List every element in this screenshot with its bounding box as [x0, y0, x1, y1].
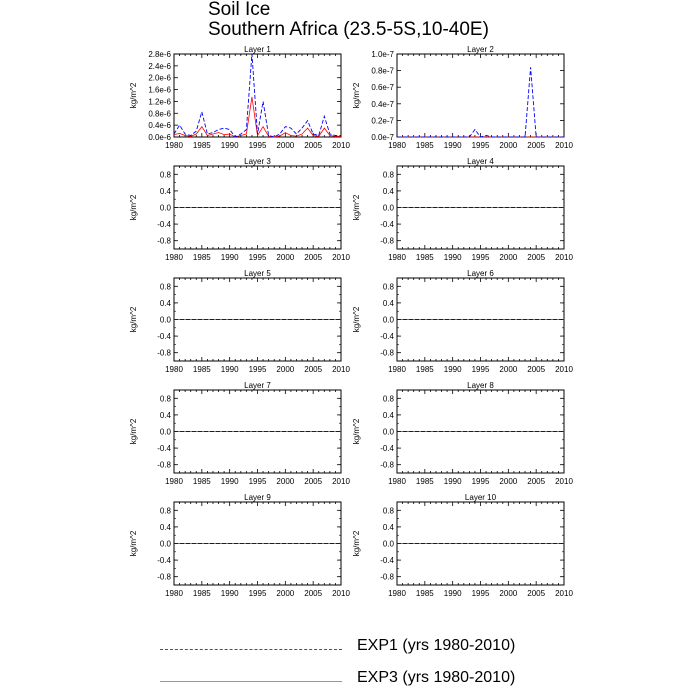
- x-tick-label: 1990: [443, 477, 462, 486]
- panel-5: [129, 269, 350, 374]
- y-tick-label: 0.4e-6: [148, 121, 171, 131]
- panel-7: [129, 381, 350, 486]
- y-tick-label: 0.4: [159, 186, 171, 196]
- y-tick-label: 0.8e-7: [371, 66, 394, 76]
- y-tick-label: -0.4: [157, 556, 171, 566]
- x-tick-label: 2000: [276, 365, 295, 374]
- y-tick-label: -0.8: [380, 572, 394, 582]
- y-tick-label: 1.2e-6: [148, 97, 171, 107]
- panel-title: Layer 9: [244, 493, 271, 502]
- y-tick-label: -0.8: [380, 348, 394, 358]
- x-tick-label: 2005: [527, 365, 546, 374]
- x-tick-label: 1980: [165, 253, 183, 262]
- panel-title: Layer 4: [467, 157, 494, 166]
- legend-line-exp1: [160, 649, 342, 650]
- x-tick-label: 1995: [471, 141, 490, 150]
- y-tick-label: -0.4: [380, 556, 394, 566]
- x-tick-label: 2000: [499, 477, 518, 486]
- y-tick-label: 0.8: [382, 506, 394, 516]
- x-tick-label: 1985: [415, 365, 434, 374]
- x-tick-label: 2000: [499, 589, 518, 598]
- y-axis-label: kg/m^2: [352, 194, 361, 221]
- x-tick-label: 2005: [527, 253, 546, 262]
- y-axis-label: kg/m^2: [352, 82, 361, 109]
- x-tick-label: 2005: [527, 589, 546, 598]
- x-tick-label: 1995: [471, 365, 490, 374]
- x-tick-label: 2010: [332, 365, 350, 374]
- y-tick-label: -0.4: [157, 220, 171, 230]
- y-tick-label: 0.8: [159, 282, 171, 292]
- y-tick-label: -0.4: [380, 444, 394, 454]
- panel-title: Layer 6: [467, 269, 494, 278]
- x-tick-label: 1995: [471, 477, 490, 486]
- x-tick-label: 1980: [388, 589, 406, 598]
- y-axis-label: kg/m^2: [129, 194, 138, 221]
- x-tick-label: 1995: [471, 253, 490, 262]
- x-tick-label: 1985: [415, 141, 434, 150]
- x-tick-label: 2010: [555, 253, 573, 262]
- x-tick-label: 2010: [332, 141, 350, 150]
- x-tick-label: 1990: [443, 365, 462, 374]
- panel-4: [352, 157, 573, 262]
- y-tick-label: 0.4e-7: [371, 99, 394, 109]
- x-tick-label: 1995: [248, 365, 267, 374]
- y-axis-label: kg/m^2: [352, 306, 361, 333]
- y-tick-label: -0.8: [157, 348, 171, 358]
- x-tick-label: 2010: [332, 477, 350, 486]
- x-tick-label: 1995: [471, 589, 490, 598]
- y-tick-label: 0.4: [382, 186, 394, 196]
- y-tick-label: 0.8: [159, 394, 171, 404]
- panel-6: [352, 269, 573, 374]
- y-tick-label: 0.8: [382, 282, 394, 292]
- y-tick-label: 0.0e-6: [148, 133, 171, 142]
- y-tick-label: 2.4e-6: [148, 61, 171, 71]
- x-tick-label: 2000: [499, 141, 518, 150]
- x-tick-label: 2005: [304, 589, 323, 598]
- panel-title: Layer 3: [244, 157, 271, 166]
- y-tick-label: 0.4: [159, 522, 171, 532]
- series-line-exp1: [397, 67, 564, 137]
- x-tick-label: 2005: [304, 365, 323, 374]
- x-tick-label: 1985: [192, 477, 211, 486]
- x-tick-label: 2005: [304, 141, 323, 150]
- x-tick-label: 1990: [443, 589, 462, 598]
- y-tick-label: 0.8: [382, 394, 394, 404]
- x-tick-label: 2010: [332, 589, 350, 598]
- y-tick-label: -0.4: [157, 444, 171, 454]
- x-tick-label: 1995: [248, 477, 267, 486]
- y-tick-label: -0.4: [157, 332, 171, 342]
- panel-title: Layer 10: [464, 493, 497, 502]
- x-tick-label: 1985: [415, 253, 434, 262]
- y-axis-label: kg/m^2: [352, 530, 361, 557]
- y-axis-label: kg/m^2: [129, 530, 138, 557]
- panel-3: [129, 157, 350, 262]
- x-tick-label: 2000: [276, 589, 295, 598]
- y-tick-label: 0.0: [159, 427, 171, 437]
- y-tick-label: 0.0: [382, 427, 394, 437]
- panel-2: [352, 45, 573, 150]
- panel-1: [129, 45, 350, 150]
- x-tick-label: 1980: [165, 589, 183, 598]
- y-axis-label: kg/m^2: [129, 82, 138, 109]
- y-tick-label: -0.4: [380, 332, 394, 342]
- x-tick-label: 2005: [527, 477, 546, 486]
- x-tick-label: 2000: [499, 365, 518, 374]
- x-tick-label: 1980: [388, 253, 406, 262]
- y-tick-label: -0.8: [380, 236, 394, 246]
- x-tick-label: 2010: [555, 589, 573, 598]
- plot-frame: [397, 54, 564, 137]
- y-tick-label: 0.4: [159, 410, 171, 420]
- x-tick-label: 2005: [304, 253, 323, 262]
- x-tick-label: 2010: [555, 365, 573, 374]
- y-tick-label: 0.6e-7: [371, 83, 394, 93]
- y-axis-label: kg/m^2: [129, 306, 138, 333]
- x-tick-label: 1980: [388, 477, 406, 486]
- y-tick-label: -0.4: [380, 220, 394, 230]
- y-tick-label: 0.0: [382, 539, 394, 549]
- y-tick-label: 0.0: [382, 315, 394, 325]
- series-line-exp1: [174, 54, 341, 137]
- y-tick-label: 2.0e-6: [148, 73, 171, 83]
- x-tick-label: 1990: [220, 141, 239, 150]
- legend-label-exp3: EXP3 (yrs 1980-2010): [357, 669, 516, 686]
- y-tick-label: -0.8: [157, 460, 171, 470]
- x-tick-label: 1985: [192, 253, 211, 262]
- x-tick-label: 1995: [248, 141, 267, 150]
- y-tick-label: 0.8: [382, 170, 394, 180]
- x-tick-label: 1980: [165, 477, 183, 486]
- panel-title: Layer 2: [467, 45, 494, 54]
- chart-subtitle: Southern Africa (23.5-5S,10-40E): [208, 19, 489, 40]
- y-tick-label: 0.8: [159, 170, 171, 180]
- x-tick-label: 1995: [248, 589, 267, 598]
- y-tick-label: 1.6e-6: [148, 85, 171, 95]
- x-tick-label: 1990: [220, 589, 239, 598]
- x-tick-label: 1990: [220, 365, 239, 374]
- x-tick-label: 1980: [388, 365, 406, 374]
- y-tick-label: 0.0: [159, 315, 171, 325]
- y-axis-label: kg/m^2: [352, 418, 361, 445]
- y-tick-label: 0.2e-7: [371, 116, 394, 126]
- x-tick-label: 1985: [192, 589, 211, 598]
- y-tick-label: 0.4: [382, 522, 394, 532]
- panel-title: Layer 1: [244, 45, 271, 54]
- x-tick-label: 1990: [443, 141, 462, 150]
- panel-8: [352, 381, 573, 486]
- y-tick-label: 0.4: [382, 410, 394, 420]
- x-tick-label: 1990: [220, 253, 239, 262]
- panel-title: Layer 7: [244, 381, 271, 390]
- x-tick-label: 2005: [304, 477, 323, 486]
- y-tick-label: -0.8: [157, 572, 171, 582]
- x-tick-label: 1985: [192, 365, 211, 374]
- x-tick-label: 1990: [443, 253, 462, 262]
- x-tick-label: 1980: [388, 141, 406, 150]
- y-tick-label: 0.0e-7: [371, 133, 394, 142]
- y-tick-label: 0.0: [382, 203, 394, 213]
- x-tick-label: 2010: [555, 141, 573, 150]
- x-tick-label: 1985: [415, 589, 434, 598]
- y-tick-label: 0.4: [159, 298, 171, 308]
- y-tick-label: 0.0: [159, 203, 171, 213]
- panel-title: Layer 5: [244, 269, 271, 278]
- chart-title: Soil Ice: [208, 0, 271, 20]
- x-tick-label: 2000: [276, 141, 295, 150]
- x-tick-label: 2005: [527, 141, 546, 150]
- y-tick-label: 1.0e-7: [371, 50, 394, 59]
- legend-line-exp3: [160, 681, 342, 682]
- panel-title: Layer 8: [467, 381, 494, 390]
- y-tick-label: 0.8: [159, 506, 171, 516]
- y-tick-label: 0.8e-6: [148, 109, 171, 119]
- y-tick-label: -0.8: [157, 236, 171, 246]
- plot-frame: [174, 54, 341, 137]
- x-tick-label: 1990: [220, 477, 239, 486]
- x-tick-label: 2000: [276, 477, 295, 486]
- x-tick-label: 1980: [165, 365, 183, 374]
- y-tick-label: 0.4: [382, 298, 394, 308]
- y-tick-label: 0.0: [159, 539, 171, 549]
- y-tick-label: 2.8e-6: [148, 50, 171, 59]
- panel-10: [352, 493, 573, 598]
- y-axis-label: kg/m^2: [129, 418, 138, 445]
- legend-label-exp1: EXP1 (yrs 1980-2010): [357, 637, 516, 654]
- x-tick-label: 2000: [499, 253, 518, 262]
- panel-9: [129, 493, 350, 598]
- x-tick-label: 2010: [332, 253, 350, 262]
- x-tick-label: 1985: [415, 477, 434, 486]
- x-tick-label: 1995: [248, 253, 267, 262]
- x-tick-label: 1985: [192, 141, 211, 150]
- y-tick-label: -0.8: [380, 460, 394, 470]
- x-tick-label: 2010: [555, 477, 573, 486]
- x-tick-label: 2000: [276, 253, 295, 262]
- x-tick-label: 1980: [165, 141, 183, 150]
